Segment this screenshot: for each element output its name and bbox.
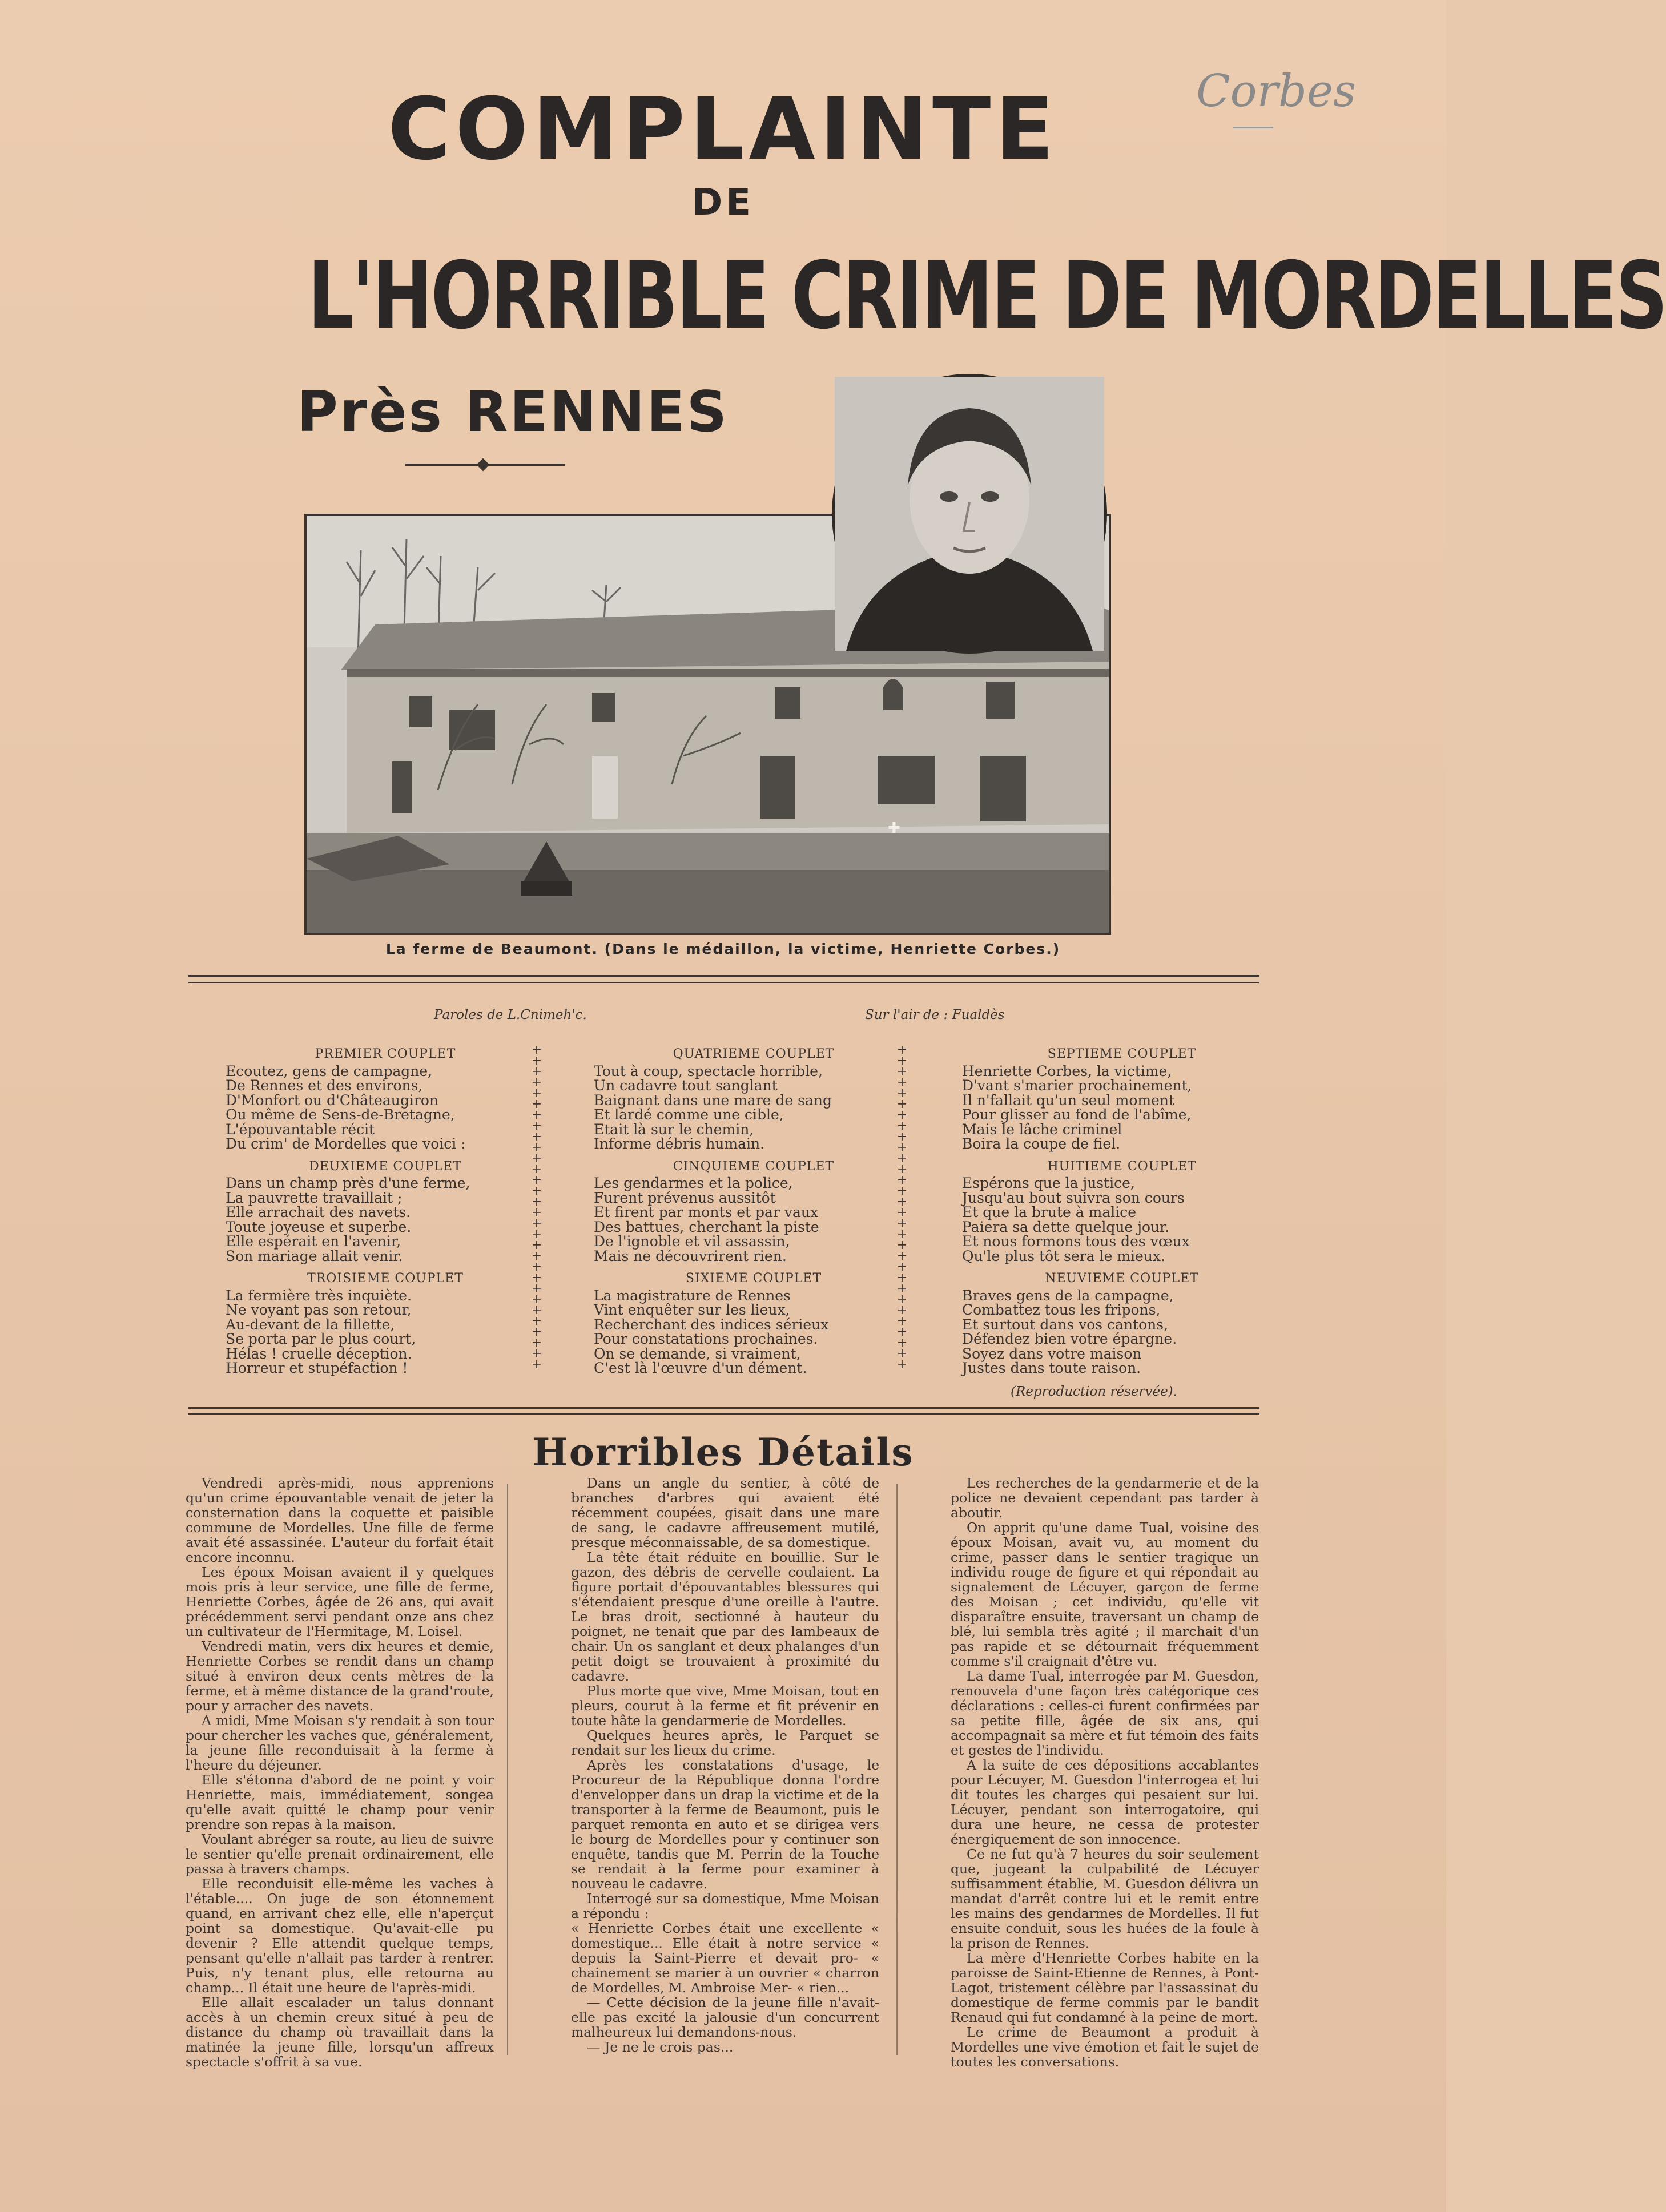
reproduction-notice: (Reproduction réservée). — [1011, 1384, 1177, 1399]
verse-line: Mais ne découvrirent rien. — [594, 1247, 787, 1264]
verse-line: Espérons que la justice, — [962, 1175, 1135, 1191]
victim-medallion-portrait — [832, 374, 1107, 654]
article-paragraph: Vendredi après-midi, nous apprenions qu'un crime épouvantable venait de jeter la consternation dans la coquette et paisible commune de Mordelles. Une fille de ferme avait été assassinée. L'auteur du forfait était encore inconnu. — [186, 1475, 494, 1565]
column-separator — [507, 1484, 508, 2055]
verse-line: Son mariage allait venir. — [226, 1247, 403, 1264]
article-paragraph: La mère d'Henriette Corbes habite en la paroisse de Saint-Etienne de Rennes, à Pont-Lagot, tristement célèbre par l'assassinat du domestique de ferme commis par le bandit Renaud qui fut condamné à la peine de mort. — [951, 1950, 1259, 2025]
song-lyricist: Paroles de L.Cnimeh'c. — [434, 1008, 587, 1022]
verse-line: Se porta par le plus court, — [226, 1331, 416, 1347]
verse-line: Toute joyeuse et superbe. — [226, 1218, 412, 1235]
article-paragraph: Quelques heures après, le Parquet se rendait sur les lieux du crime. — [571, 1727, 879, 1758]
verse-line: Hélas ! cruelle déception. — [226, 1345, 412, 1362]
verse-line: Pour constatations prochaines. — [594, 1331, 818, 1347]
verse-line: Et lardé comme une cible, — [594, 1106, 784, 1123]
verse-line: Tout à coup, spectacle horrible, — [594, 1062, 823, 1079]
couplet-title: TROISIEME COUPLET — [307, 1271, 464, 1286]
article-paragraph: Après les constatations d'usage, le Procureur de la République donna l'ordre d'envelopper dans un drap la victime et de la transporter à la ferme de Beaumont, puis le parquet remonta en auto et se dirigea vers le bourg de Mordelles pour y continuer son enquête, tandis que M. Perrin de la Touche se rendait à la ferme pour examiner à nouveau le cadavre. — [571, 1757, 879, 1892]
article-paragraph: Elle s'étonna d'abord de ne point y voir Henriette, mais, immédiatement, songea qu'elle avait quitté le champ pour venir prendre son repas à la maison. — [186, 1772, 494, 1832]
verse-line: Elle espérait en l'avenir, — [226, 1233, 401, 1250]
article-paragraph: Interrogé sur sa domestique, Mme Moisan a répondu : — [571, 1891, 879, 1921]
article-paragraph: Plus morte que vive, Mme Moisan, tout en pleurs, courut à la ferme et fit prévenir en toute hâte la gendarmerie de Mordelles. — [571, 1683, 879, 1728]
article-paragraph: La dame Tual, interrogée par M. Guesdon, renouvela d'une façon très catégorique ces déclarations : celles-ci furent confirmées par sa petite fille, âgée de six ans, qui accompagnait sa mère et fut témoin des faits et gestes de l'individu. — [951, 1668, 1259, 1758]
verse-line: Paiera sa dette quelque jour. — [962, 1218, 1170, 1235]
verse-line: De l'ignoble et vil assassin, — [594, 1233, 790, 1250]
verse-line: Etait là sur le chemin, — [594, 1121, 754, 1138]
couplet-column-2 — [594, 1039, 914, 1376]
article-paragraph: — Cette décision de la jeune fille n'avait-elle pas excité la jalousie d'un concurrent malheureux lui demandons-nous. — [571, 1995, 879, 2040]
couplet-title: QUATRIEME COUPLET — [673, 1047, 835, 1061]
verse-line: Horreur et stupéfaction ! — [226, 1360, 408, 1376]
verse-line: Elle arrachait des navets. — [226, 1204, 411, 1220]
plus-separator: + + + + + + + + + + + + + + + + + + + + + + + + + + + + + + — [896, 1043, 908, 1372]
handwritten-annotation: Corbes — [1196, 66, 1357, 117]
verse-line: La pauvrette travaillait ; — [226, 1189, 403, 1206]
verse-line: Ou même de Sens-de-Bretagne, — [226, 1106, 455, 1123]
article-paragraph: La tête était réduite en bouillie. Sur le gazon, des débris de cervelle coulaient. La figure portait d'épouvantables blessures qui s'étendaient presque d'une oreille à l'autre. Le bras droit, sectionné à hauteur du poignet, ne tenait que par des lambeaux de chair. Un os sanglant et deux phalanges d'un petit doigt se trouvaient à proximité du cadavre. — [571, 1549, 879, 1684]
couplet-title: NEUVIEME COUPLET — [1045, 1271, 1199, 1286]
verse-line: Jusqu'au bout suivra son cours — [962, 1189, 1185, 1206]
verse-line: Défendez bien votre épargne. — [962, 1331, 1177, 1347]
verse-line: Furent prévenus aussitôt — [594, 1189, 776, 1206]
article-paragraph: Voulant abréger sa route, au lieu de suivre le sentier qu'elle prenait ordinairement, elle passa à travers champs. — [186, 1831, 494, 1877]
article-paragraph: On apprit qu'une dame Tual, voisine des époux Moisan, avait vu, au moment du crime, passer dans le sentier tragique un individu rouge de figure et qui répondait au signalement de Lécuyer, garçon de ferme des Moisan ; cet individu, qu'elle vit disparaître ensuite, traversant un champ de blé, lui sembla très agité ; il marchait d'un pas rapide et se détournait fréquemment comme s'il craignait d'être vu. — [951, 1520, 1259, 1669]
svg-text:✚: ✚ — [888, 820, 900, 837]
article-paragraph: Elle allait escalader un talus donnant accès à un chemin creux situé à peu de distance du champ où travaillait dans la matinée la jeune fille, lorsqu'un affreux spectacle s'offrit à sa vue. — [186, 1995, 494, 2070]
couplet-title: SIXIEME COUPLET — [685, 1271, 822, 1286]
article-column-3 — [951, 1475, 1259, 2070]
verse-line: Qu'le plus tôt sera le mieux. — [962, 1247, 1165, 1264]
poster-place: Près RENNES — [297, 380, 729, 445]
couplet-title: CINQUIEME COUPLET — [673, 1159, 835, 1174]
verse-line: Boira la coupe de fiel. — [962, 1135, 1121, 1152]
verse-line: Et surtout dans vos cantons, — [962, 1316, 1169, 1333]
verse-line: C'est là l'œuvre d'un dément. — [594, 1360, 807, 1376]
article-paragraph: A midi, Mme Moisan s'y rendait à son tour pour chercher les vaches que, généralement, la jeune fille reconduisait à la ferme à l'heure du déjeuner. — [186, 1713, 494, 1773]
article-quote: « Henriette Corbes était une excellente « domestique... Elle était à notre service « depuis la Saint-Pierre et devait pro- « chainement se marier à un ouvrier « charron de Mordelles, M. Ambroise Mer- « rien... — [571, 1920, 879, 1996]
article-paragraph: Ce ne fut qu'à 7 heures du soir seulement que, jugeant la culpabilité de Lécuyer suffisamment établie, M. Guesdon délivra un mandat d'arrêt contre lui et le remit entre les mains des gendarmes de Mordelles. Il fut ensuite conduit, sous les huées de la foule à la prison de Rennes. — [951, 1846, 1259, 1951]
poster-title: COMPLAINTE — [388, 80, 1059, 179]
verse-line: Recherchant des indices sérieux — [594, 1316, 829, 1333]
verse-line: Il n'fallait qu'un seul moment — [962, 1091, 1175, 1109]
verse-line: D'Monfort ou d'Châteaugiron — [226, 1091, 438, 1109]
divider-rule — [188, 1407, 1259, 1409]
article-paragraph: A la suite de ces dépositions accablantes pour Lécuyer, M. Guesdon l'interrogea et lui dit toutes les charges qui pesaient sur lui. Lécuyer, pendant son interrogatoire, qui dura une heure, ne cessa de protester énergiquement de son innocence. — [951, 1757, 1259, 1847]
verse-line: D'vant s'marier prochainement, — [962, 1077, 1192, 1094]
couplet-title: HUITIEME COUPLET — [1047, 1159, 1197, 1174]
details-title: Horribles Détails — [532, 1430, 914, 1474]
couplet-title: PREMIER COUPLET — [315, 1047, 456, 1061]
verse-line: Informe débris humain. — [594, 1135, 765, 1152]
verse-line: Ne voyant pas son retour, — [226, 1302, 412, 1318]
verse-line: Vint enquêter sur les lieux, — [594, 1302, 790, 1318]
poster-subtitle: L'HORRIBLE CRIME DE MORDELLES — [308, 243, 1666, 350]
portrait-illustration — [835, 377, 1104, 651]
verse-line: Pour glisser au fond de l'abîme, — [962, 1106, 1192, 1123]
verse-line: Et firent par monts et par vaux — [594, 1204, 819, 1220]
verse-line: Dans un champ près d'une ferme, — [226, 1175, 470, 1191]
couplet-title: SEPTIEME COUPLET — [1047, 1047, 1197, 1061]
title-ornament — [405, 464, 565, 466]
photo-caption: La ferme de Beaumont. (Dans le médaillon, la victime, Henriette Corbes.) — [385, 941, 1061, 957]
article-paragraph: Elle reconduisit elle-même les vaches à l'étable.... On juge de son étonnement quand, en arrivant chez elle, elle n'aperçut point sa domestique. Qu'avait-elle pu devenir ? Elle attendit quelque temps, pensant qu'elle n'allait pas tarder à rentrer. Puis, n'y tenant plus, elle retourna au champ... Il était une heure de l'après-midi. — [186, 1876, 494, 1996]
verse-line: Un cadavre tout sanglant — [594, 1077, 778, 1094]
plus-separator: + + + + + + + + + + + + + + + + + + + + + + + + + + + + + + — [531, 1043, 542, 1372]
verse-line: Baignant dans une mare de sang — [594, 1091, 832, 1109]
poster-title-de: DE — [692, 182, 754, 224]
verse-line: Et nous formons tous des vœux — [962, 1233, 1190, 1250]
verse-line: Combattez tous les fripons, — [962, 1302, 1161, 1318]
article-paragraph: Les époux Moisan avaient il y quelques mois pris à leur service, une fille de ferme, Henriette Corbes, âgée de 26 ans, qui avait précédemment servi pendant onze ans chez un cultivateur de l'Hermitage, M. Loisel. — [186, 1564, 494, 1639]
couplet-column-3 — [962, 1039, 1282, 1376]
verse-line: Ecoutez, gens de campagne, — [226, 1062, 433, 1079]
verse-line: La magistrature de Rennes — [594, 1287, 791, 1304]
article-paragraph: Dans un angle du sentier, à côté de branches d'arbres qui avaient été récemment coupées, gisait dans une mare de sang, le cadavre affreusement mutilé, presque méconnaissable, de sa domestique. — [571, 1475, 879, 1550]
article-paragraph: Les recherches de la gendarmerie et de la police ne devaient cependant pas tarder à aboutir. — [951, 1475, 1259, 1521]
song-tune: Sur l'air de : Fualdès — [865, 1008, 1005, 1022]
verse-line: Les gendarmes et la police, — [594, 1175, 793, 1191]
verse-line: Du crim' de Mordelles que voici : — [226, 1135, 466, 1152]
verse-line: Justes dans toute raison. — [962, 1360, 1141, 1376]
divider-rule — [188, 1413, 1259, 1415]
divider-rule — [188, 982, 1259, 983]
verse-line: Mais le lâche criminel — [962, 1121, 1122, 1138]
verse-line: Braves gens de la campagne, — [962, 1287, 1174, 1304]
verse-line: La fermière très inquiète. — [226, 1287, 412, 1304]
verse-line: L'épouvantable récit — [226, 1121, 375, 1138]
verse-line: Au-devant de la fillette, — [226, 1316, 395, 1333]
verse-line: Et que la brute à malice — [962, 1204, 1137, 1220]
verse-line: De Rennes et des environs, — [226, 1077, 423, 1094]
verse-line: Henriette Corbes, la victime, — [962, 1062, 1172, 1079]
verse-line: Soyez dans votre maison — [962, 1345, 1142, 1362]
divider-rule — [188, 975, 1259, 977]
verse-line: Des battues, cherchant la piste — [594, 1218, 819, 1235]
article-paragraph: Le crime de Beaumont a produit à Mordelles une vive émotion et fait le sujet de toutes les conversations. — [951, 2024, 1259, 2070]
couplet-title: DEUXIEME COUPLET — [309, 1159, 462, 1174]
article-paragraph: Vendredi matin, vers dix heures et demie, Henriette Corbes se rendit dans un champ situé à environ deux cents mètres de la ferme, et à même distance de la grand'route, pour y arracher des navets. — [186, 1638, 494, 1714]
article-paragraph: — Je ne le crois pas... — [587, 2039, 734, 2055]
verse-line: On se demande, si vraiment, — [594, 1345, 801, 1362]
article-column-2 — [571, 1476, 879, 2066]
article-column-1 — [186, 1475, 494, 2070]
couplet-column-1 — [226, 1039, 545, 1376]
column-separator — [896, 1484, 898, 2055]
